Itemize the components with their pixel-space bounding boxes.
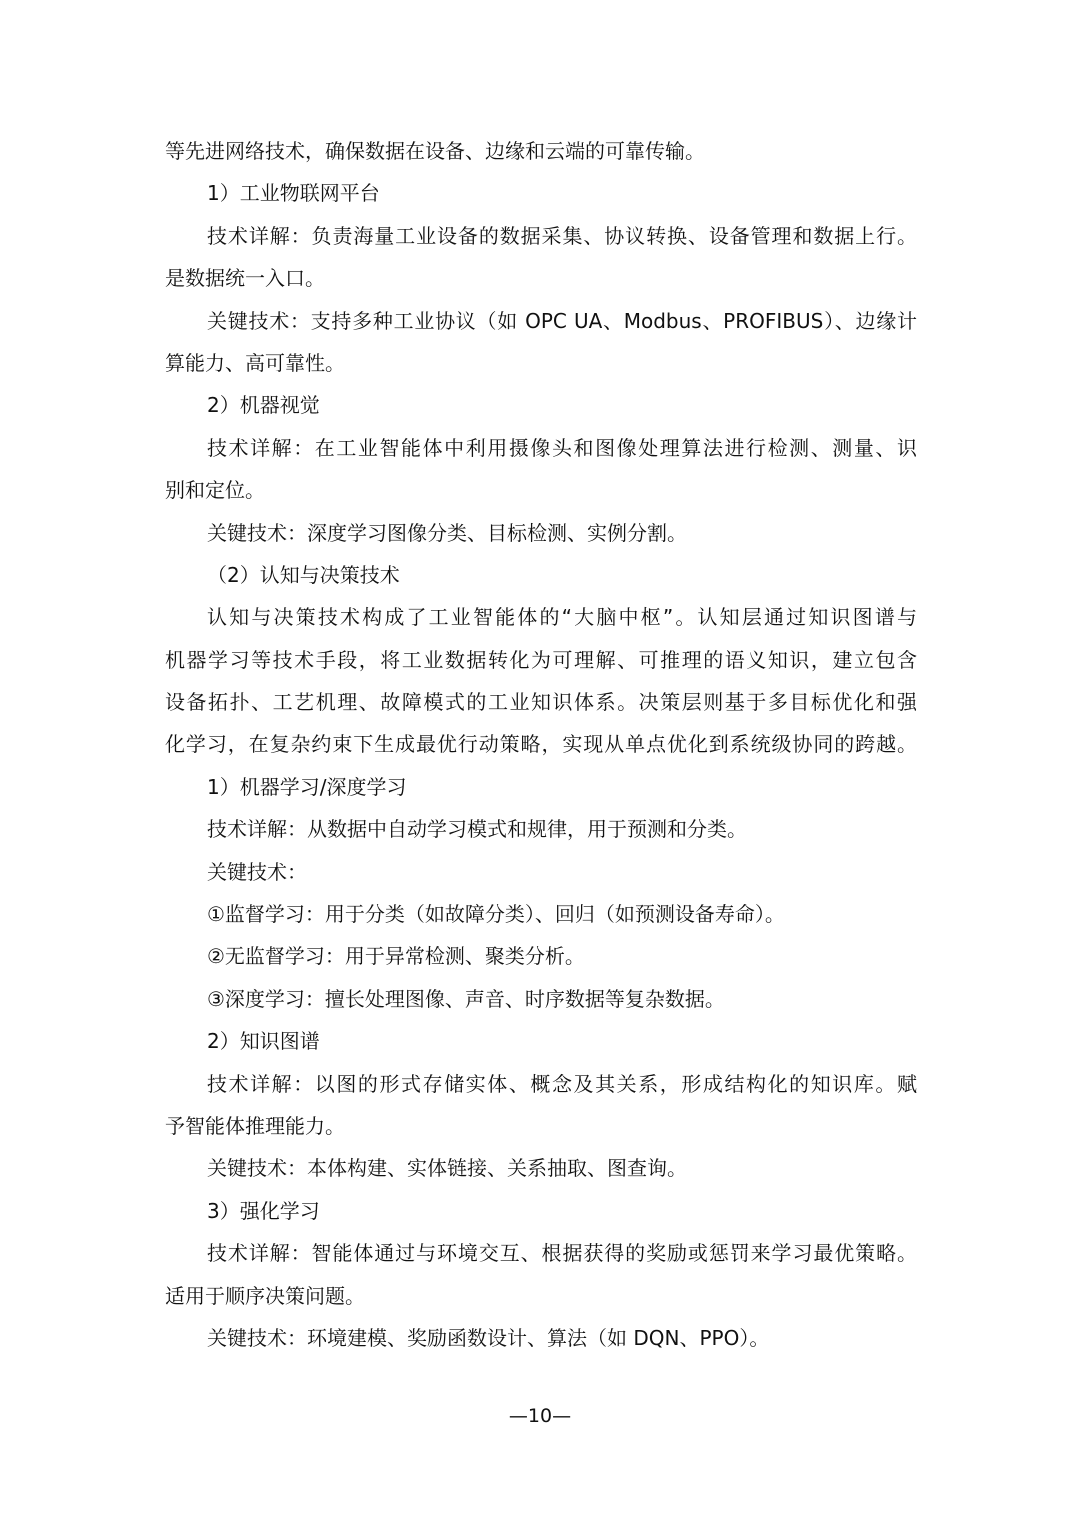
paragraph-line: 等先进网络技术，确保数据在设备、边缘和云端的可靠传输。 <box>165 139 705 163</box>
paragraph-line: 机器学习等技术手段，将工业数据转化为可理解、可推理的语义知识，建立包含 <box>165 647 917 672</box>
section-heading: 2）知识图谱 <box>207 1029 320 1054</box>
document-body <box>165 130 917 1359</box>
paragraph-line: 适用于顺序决策问题。 <box>165 1283 365 1308</box>
paragraph-line: 关键技术：本体构建、实体链接、关系抽取、图查询。 <box>207 1156 687 1181</box>
section-heading: 1）机器学习/深度学习 <box>207 774 407 799</box>
paragraph-line: 关键技术： <box>207 859 307 884</box>
section-heading: 2）机器视觉 <box>207 393 320 418</box>
paragraph-line: 是数据统一入口。 <box>165 266 325 291</box>
paragraph-line: 技术详解：在工业智能体中利用摄像头和图像处理算法进行检测、测量、识 <box>207 435 917 460</box>
paragraph-line: 关键技术：支持多种工业协议（如 OPC UA、Modbus、PROFIBUS）、边缘计 <box>207 308 917 333</box>
paragraph-line: 技术详解：负责海量工业设备的数据采集、协议转换、设备管理和数据上行。 <box>207 223 917 248</box>
list-item: ③深度学习：擅长处理图像、声音、时序数据等复杂数据。 <box>207 986 725 1011</box>
paragraph-line: 认知与决策技术构成了工业智能体的“大脑中枢”。认知层通过知识图谱与 <box>207 605 917 630</box>
paragraph-line: 化学习，在复杂约束下生成最优行动策略，实现从单点优化到系统级协同的跨越。 <box>165 732 917 757</box>
section-heading: 3）强化学习 <box>207 1198 320 1223</box>
section-heading: （2）认知与决策技术 <box>207 562 400 587</box>
paragraph-line: 技术详解：智能体通过与环境交互、根据获得的奖励或惩罚来学习最优策略。 <box>207 1241 917 1266</box>
paragraph-line: 关键技术：深度学习图像分类、目标检测、实例分割。 <box>207 520 687 545</box>
paragraph-line: 予智能体推理能力。 <box>165 1113 345 1138</box>
paragraph-line: 别和定位。 <box>165 478 265 503</box>
list-item: ①监督学习：用于分类（如故障分类）、回归（如预测设备寿命）。 <box>207 902 785 927</box>
paragraph-line: 关键技术：环境建模、奖励函数设计、算法（如 DQN、PPO）。 <box>207 1325 770 1350</box>
section-heading: 1）工业物联网平台 <box>207 181 380 206</box>
paragraph-line: 设备拓扑、工艺机理、故障模式的工业知识体系。决策层则基于多目标优化和强 <box>165 690 917 715</box>
paragraph-line: 技术详解：从数据中自动学习模式和规律，用于预测和分类。 <box>207 817 747 842</box>
page-number: —10— <box>508 1405 572 1427</box>
paragraph-line: 算能力、高可靠性。 <box>165 350 345 375</box>
paragraph-line: 技术详解：以图的形式存储实体、概念及其关系，形成结构化的知识库。赋 <box>207 1071 917 1096</box>
list-item: ②无监督学习：用于异常检测、聚类分析。 <box>207 944 585 969</box>
